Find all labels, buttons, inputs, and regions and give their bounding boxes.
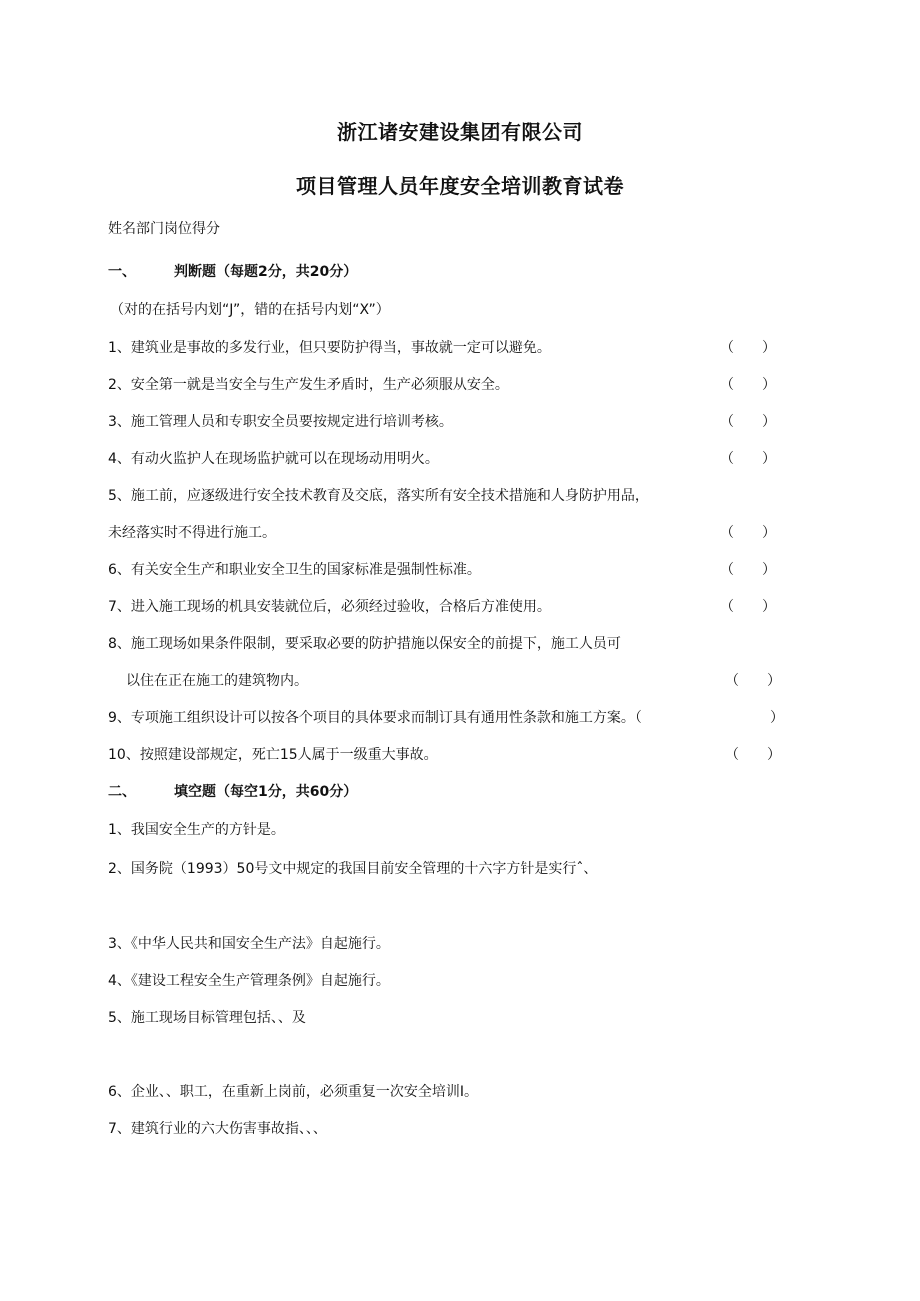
judge-answer-7: （ ） [720, 599, 776, 615]
judge-item-5: 5、施工前，应逐级进行安全技术教育及交底，落实所有安全技术措施和人身防护用品， [108, 488, 649, 504]
fill-item-5: 5、施工现场目标管理包括、、及 [108, 1010, 306, 1026]
judge-item-5-continued: 未经落实时不得进行施工。 [108, 525, 276, 541]
section-2-title: 填空题（每空1分，共60分） [174, 784, 358, 800]
judge-item-8: 8、施工现场如果条件限制，要采取必要的防护措施以保安全的前提下，施工人员可 [108, 636, 621, 652]
judge-item-1: 1、建筑业是事故的多发行业，但只要防护得当，事故就一定可以避免。 [108, 340, 551, 356]
section-1-heading [108, 262, 357, 282]
fill-item-2: 2、国务院（1993）50号文中规定的我国目前安全管理的十六字方针是实行ˆ、 [108, 861, 598, 877]
judge-item-6: 6、有关安全生产和职业安全卫生的国家标准是强制性标准。 [108, 562, 481, 578]
info-line: 姓名部门岗位得分 [108, 221, 220, 237]
section-2-number: 二、 [108, 784, 136, 800]
judge-item-7: 7、进入施工现场的机具安装就位后，必须经过验收，合格后方准使用。 [108, 599, 551, 615]
judge-answer-8: （ ） [725, 673, 781, 689]
judge-answer-3: （ ） [720, 414, 776, 430]
judge-item-8-continued: 以住在正在施工的建筑物内。 [126, 673, 308, 689]
section-1-title: 判断题（每题2分，共20分） [174, 264, 358, 280]
fill-item-7: 7、建筑行业的六大伤害事故指、、、 [108, 1121, 327, 1137]
fill-item-4: 4、《建设工程安全生产管理条例》自起施行。 [108, 973, 390, 989]
judge-answer-6: （ ） [720, 562, 776, 578]
section-1-instruction: （对的在括号内划“J”，错的在括号内划“X”） [110, 302, 390, 318]
judge-item-4: 4、有动火监护人在现场监护就可以在现场动用明火。 [108, 451, 439, 467]
judge-item-2: 2、安全第一就是当安全与生产发生矛盾时，生产必须服从安全。 [108, 377, 509, 393]
judge-item-3: 3、施工管理人员和专职安全员要按规定进行培训考核。 [108, 414, 453, 430]
section-2-heading [108, 782, 357, 802]
company-name: 浙江诸安建设集团有限公司 [337, 120, 583, 144]
judge-answer-1: （ ） [720, 340, 776, 356]
judge-answer-4: （ ） [720, 451, 776, 467]
section-1-number: 一、 [108, 264, 136, 280]
exam-title: 项目管理人员年度安全培训教育试卷 [296, 174, 624, 198]
judge-item-10: 10、按照建设部规定，死亡15人属于一级重大事故。 [108, 747, 438, 763]
judge-answer-9: ） [770, 710, 784, 726]
judge-answer-10: （ ） [725, 747, 781, 763]
judge-answer-5: （ ） [720, 525, 776, 541]
fill-item-1: 1、我国安全生产的方针是。 [108, 822, 285, 838]
judge-item-9: 9、专项施工组织设计可以按各个项目的具体要求而制订具有通用性条款和施工方案。（ [108, 710, 642, 726]
fill-item-6: 6、企业、、职工，在重新上岗前，必须重复一次安全培训I。 [108, 1084, 479, 1100]
fill-item-3: 3、《中华人民共和国安全生产法》自起施行。 [108, 936, 390, 952]
judge-answer-2: （ ） [720, 377, 776, 393]
